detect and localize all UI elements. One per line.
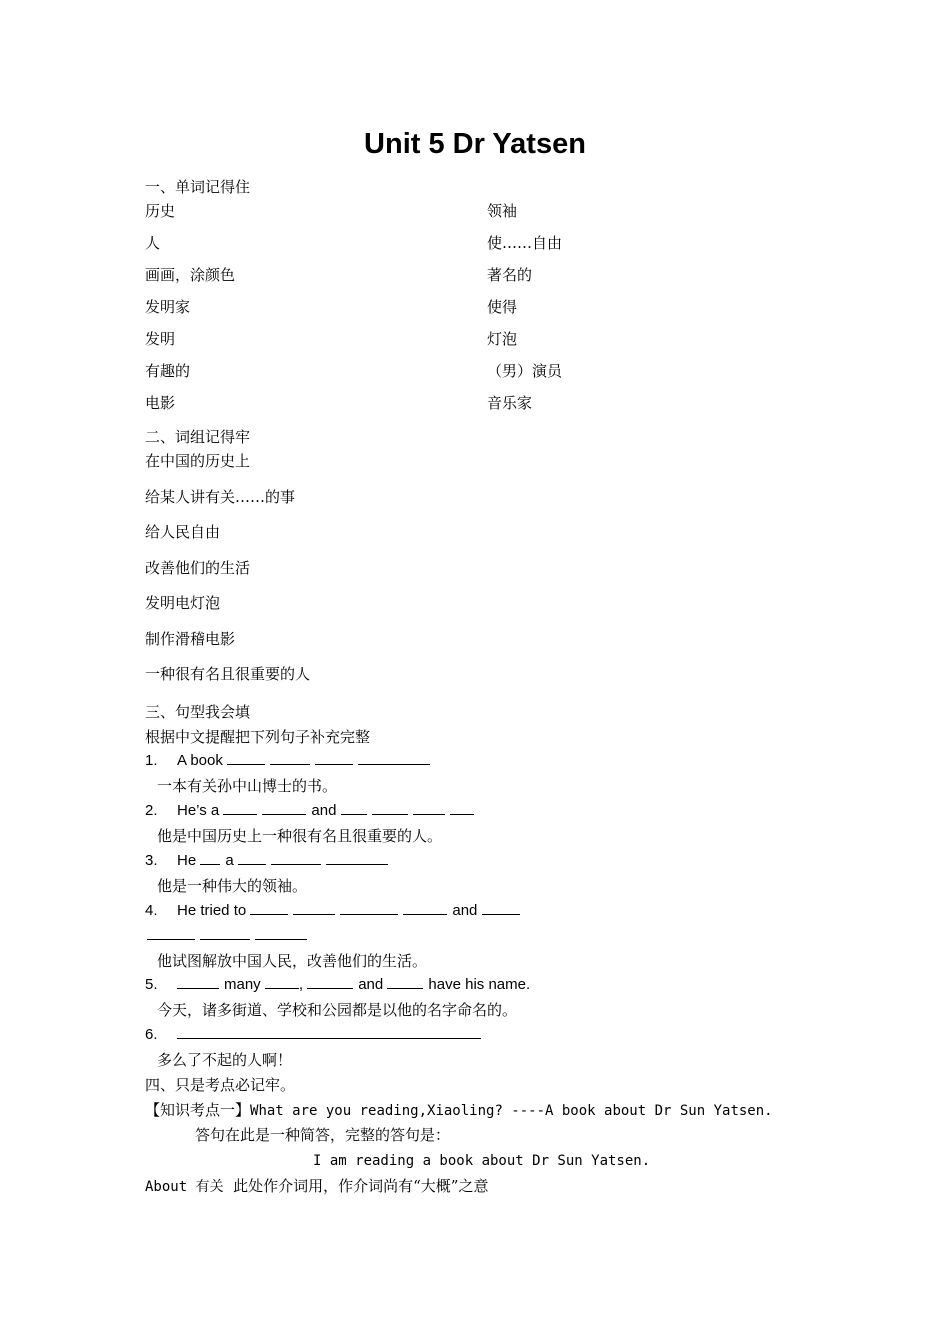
question-translation: 他是中国历史上一种很有名且很重要的人。 <box>157 827 443 845</box>
question-text: have his name. <box>428 976 531 993</box>
question-4 <box>145 901 525 921</box>
fill-blank[interactable] <box>341 801 367 815</box>
fill-blank[interactable] <box>307 975 353 989</box>
question-text: many <box>224 976 261 993</box>
word-left: 画画，涂颜色 <box>145 266 236 284</box>
question-text: A book <box>177 752 223 769</box>
fill-blank[interactable] <box>270 751 310 765</box>
question-text: and <box>311 802 337 819</box>
about-word: About 有关 <box>145 1179 224 1195</box>
fill-blank[interactable] <box>413 801 445 815</box>
section3-heading: 三、句型我会填 <box>145 703 251 721</box>
question-text: a <box>225 852 234 869</box>
question-translation: 他试图解放中国人民，改善他们的生活。 <box>157 952 428 970</box>
question-translation: 今天，诸多街道、学校和公园都是以他的名字命名的。 <box>157 1001 518 1019</box>
fill-blank[interactable] <box>250 901 288 915</box>
fill-blank[interactable] <box>262 801 306 815</box>
question-text: He tried to <box>177 902 247 919</box>
section2-heading: 二、词组记得牢 <box>145 428 251 446</box>
word-left: 历史 <box>145 202 176 220</box>
question-2 <box>145 801 479 821</box>
section3-instruction: 根据中文提醒把下列句子补充完整 <box>145 728 371 746</box>
knowledge-point-1 <box>145 1100 773 1121</box>
fill-blank[interactable] <box>315 751 353 765</box>
question-number: 2. <box>145 802 158 819</box>
word-left: 有趣的 <box>145 362 191 380</box>
question-translation: 一本有关孙中山博士的书。 <box>157 777 338 795</box>
question-text: He’s a <box>177 802 220 819</box>
word-right: 使……自由 <box>487 234 563 252</box>
fill-blank[interactable] <box>450 801 474 815</box>
section1-heading: 一、单词记得住 <box>145 178 251 196</box>
word-left: 发明 <box>145 330 176 348</box>
fill-blank[interactable] <box>147 926 195 940</box>
fill-blank[interactable] <box>293 901 335 915</box>
phrase-item: 给人民自由 <box>145 523 221 541</box>
knowledge-point-full-answer: I am reading a book about Dr Sun Yatsen. <box>313 1153 651 1169</box>
question-translation: 多么了不起的人啊！ <box>157 1051 293 1069</box>
question-1 <box>145 751 435 771</box>
question-number: 4. <box>145 902 158 919</box>
question-number: 3. <box>145 852 158 869</box>
question-number: 5. <box>145 976 158 993</box>
fill-blank[interactable] <box>177 975 219 989</box>
phrase-item: 在中国的历史上 <box>145 452 251 470</box>
question-4-continued <box>145 926 312 946</box>
fill-blank[interactable] <box>238 851 266 865</box>
word-right: 使得 <box>487 298 518 316</box>
phrase-item: 制作滑稽电影 <box>145 630 236 648</box>
about-note: 此处作介词用，作介词尚有“大概”之意 <box>233 1177 489 1195</box>
phrase-item: 给某人讲有关……的事 <box>145 488 296 506</box>
fill-blank[interactable] <box>326 851 388 865</box>
question-text: and <box>358 976 384 993</box>
word-right: （男）演员 <box>487 362 563 380</box>
fill-blank[interactable] <box>403 901 447 915</box>
question-number: 1. <box>145 752 158 769</box>
question-text: , <box>298 976 304 993</box>
phrase-item: 发明电灯泡 <box>145 594 221 612</box>
fill-blank[interactable] <box>271 851 321 865</box>
question-translation: 他是一种伟大的领袖。 <box>157 877 308 895</box>
word-right: 领袖 <box>487 202 518 220</box>
fill-blank[interactable] <box>255 926 307 940</box>
question-number: 6. <box>145 1026 158 1043</box>
knowledge-point-note: 答句在此是一种简答，完整的答句是： <box>195 1126 451 1144</box>
about-note-line <box>145 1176 488 1197</box>
word-left: 人 <box>145 234 161 252</box>
phrase-item: 改善他们的生活 <box>145 559 251 577</box>
fill-blank[interactable] <box>200 926 250 940</box>
question-text: and <box>452 902 478 919</box>
fill-blank[interactable] <box>387 975 423 989</box>
question-5 <box>145 975 530 995</box>
fill-blank[interactable] <box>227 751 265 765</box>
fill-blank[interactable] <box>358 751 430 765</box>
page-title: Unit 5 Dr Yatsen <box>364 128 586 160</box>
word-right: 著名的 <box>487 266 533 284</box>
fill-blank[interactable] <box>482 901 520 915</box>
question-3 <box>145 851 393 871</box>
question-6 <box>145 1025 486 1045</box>
question-text: He <box>177 852 197 869</box>
knowledge-point-label: 【知识考点一】 <box>145 1101 251 1119</box>
word-right: 音乐家 <box>487 394 533 412</box>
knowledge-point-text: What are you reading,Xiaoling? ----A book about Dr Sun Yatsen. <box>250 1103 773 1119</box>
fill-blank[interactable] <box>177 1025 481 1039</box>
phrase-item: 一种很有名且很重要的人 <box>145 665 311 683</box>
fill-blank[interactable] <box>223 801 257 815</box>
word-left: 电影 <box>145 394 176 412</box>
word-right: 灯泡 <box>487 330 518 348</box>
section4-heading: 四、只是考点必记牢。 <box>145 1076 296 1094</box>
word-left: 发明家 <box>145 298 191 316</box>
fill-blank[interactable] <box>372 801 408 815</box>
fill-blank[interactable] <box>200 851 220 865</box>
fill-blank[interactable] <box>265 975 299 989</box>
fill-blank[interactable] <box>340 901 398 915</box>
